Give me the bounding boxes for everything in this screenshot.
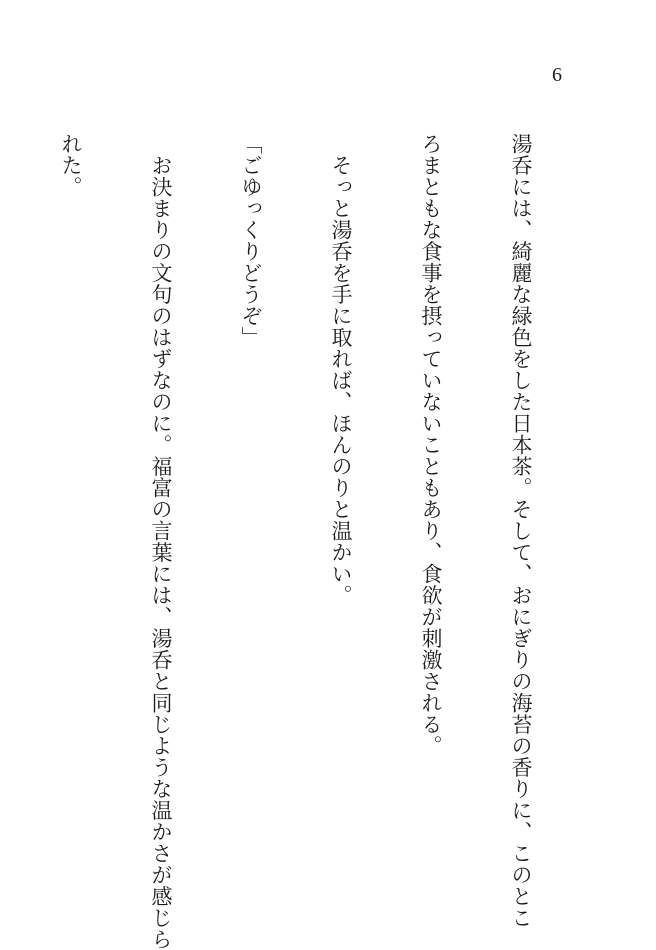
- text-line: 湯呑には、綺麗な緑色をした日本茶。そして、おにぎりの海苔の香りに、このとこ: [509, 133, 533, 929]
- text-line: そっと湯呑を手に取れば、ほんのりと温かい。: [329, 133, 353, 606]
- text-line: ろまともな食事を摂っていないこともあり、食欲が刺激される。: [419, 133, 443, 757]
- text-line: れた。: [59, 133, 83, 198]
- page-number: 6: [552, 64, 562, 86]
- vertical-text-body: [0, 133, 596, 950]
- text-line: 「ごゆっくりどうぞ」: [239, 133, 263, 348]
- text-line: お決まりの文句のはずなのに。福富の言葉には、湯呑と同じような温かさが感じら: [149, 133, 173, 950]
